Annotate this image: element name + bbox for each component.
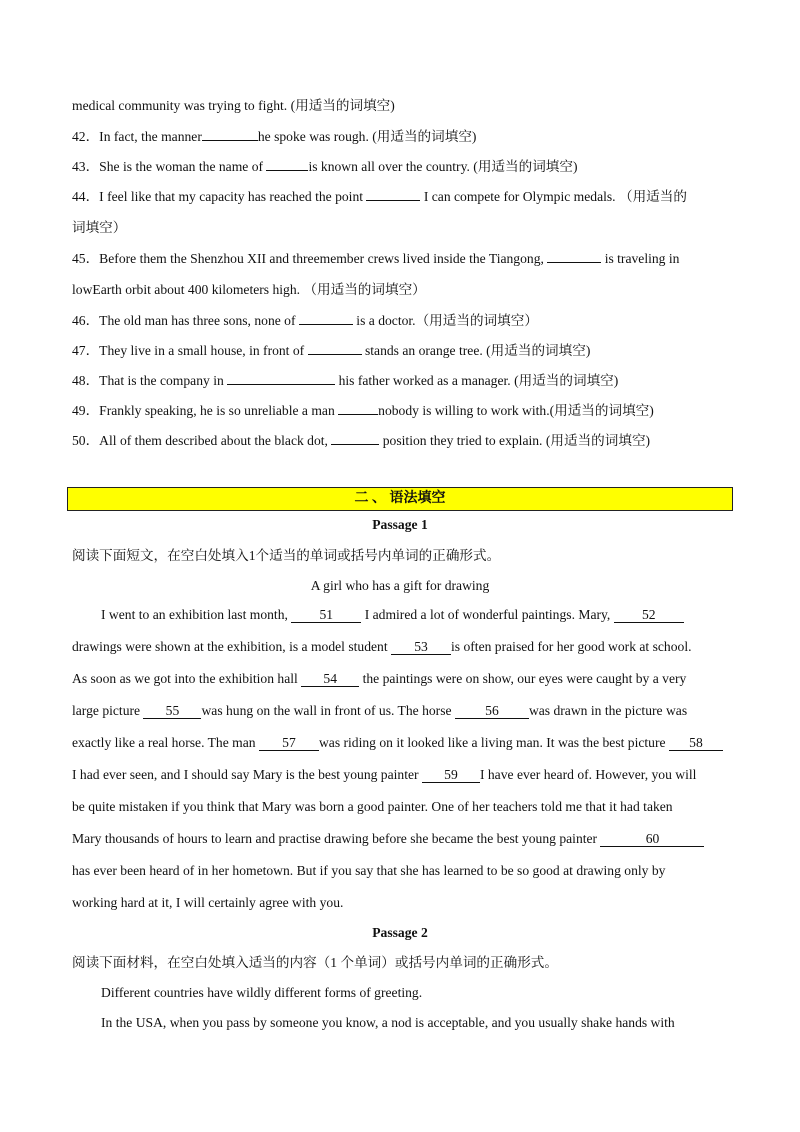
answer-blank-53[interactable]: 53 <box>391 639 451 655</box>
passage-1-line: be quite mistaken if you think that Mary was born a good painter. One of her teachers told me that it had taken <box>72 799 673 814</box>
question-48: 48．That is the company in his father worked as a manager. (用适当的词填空) <box>72 373 619 388</box>
passage-2-heading: Passage 2 <box>372 925 428 940</box>
passage-2-line: In the USA, when you pass by someone you know, a nod is acceptable, and you usually shake hands with <box>101 1015 675 1030</box>
passage-1-line: has ever been heard of in her hometown. But if you say that she has learned to be so good at drawing only by <box>72 863 666 878</box>
question-45: 45．Before them the Shenzhou XII and threemember crews lived inside the Tiangong, is traveling in <box>72 251 680 266</box>
passage-1-heading: Passage 1 <box>372 517 428 532</box>
section-banner: 二 、 语法填空 <box>67 487 733 511</box>
passage-1-line: large picture 55 was hung on the wall in front of us. The horse 56 was drawn in the picture was <box>72 703 688 718</box>
question-41-tail: medical community was trying to fight. (用适当的词填空) <box>72 98 395 113</box>
question-47: 47．They live in a small house, in front of stands an orange tree. (用适当的词填空) <box>72 343 591 358</box>
answer-blank[interactable] <box>299 324 353 325</box>
answer-blank[interactable] <box>202 140 258 141</box>
question-45-cont: lowEarth orbit about 400 kilometers high. （用适当的词填空） <box>72 282 426 297</box>
answer-blank[interactable] <box>266 170 308 171</box>
answer-blank[interactable] <box>366 200 420 201</box>
question-43: 43．She is the woman the name of is known all over the country. (用适当的词填空) <box>72 159 578 174</box>
passage-1-line: I had ever seen, and I should say Mary is the best young painter 59 I have ever heard of. However, you will <box>72 767 697 782</box>
passage-1-line: exactly like a real horse. The man 57 was riding on it looked like a living man. It was the best picture 58 <box>72 733 723 753</box>
answer-blank-59[interactable]: 59 <box>422 767 480 783</box>
passage-1-title: A girl who has a gift for drawing <box>310 578 490 593</box>
question-46: 46．The old man has three sons, none of is a doctor.（用适当的词填空） <box>72 313 538 328</box>
question-50: 50．All of them described about the black dot, position they tried to explain. (用适当的词填空) <box>72 433 651 448</box>
answer-blank-57[interactable]: 57 <box>259 735 319 751</box>
passage-1-instruction: 阅读下面短文，在空白处填入1个适当的单词或括号内单词的正确形式。 <box>72 548 501 563</box>
passage-1-line: Mary thousands of hours to learn and practise drawing before she became the best young painter 60 <box>72 829 704 849</box>
answer-blank[interactable] <box>331 444 379 445</box>
question-42: 42．In fact, the manner he spoke was rough. (用适当的词填空) <box>72 129 477 144</box>
answer-blank-54[interactable]: 54 <box>301 671 359 687</box>
answer-blank-56[interactable]: 56 <box>455 703 529 719</box>
passage-1-line: I went to an exhibition last month, 51 I admired a lot of wonderful paintings. Mary, 52 <box>101 605 684 625</box>
passage-2-line: Different countries have wildly different forms of greeting. <box>101 985 423 1000</box>
answer-blank[interactable] <box>547 262 601 263</box>
passage-2-instruction: 阅读下面材料，在空白处填入适当的内容（1 个单词）或括号内单词的正确形式。 <box>72 955 558 970</box>
answer-blank-52[interactable]: 52 <box>614 607 684 623</box>
question-49: 49．Frankly speaking, he is so unreliable a man nobody is willing to work with.(用适当的词填空) <box>72 403 654 418</box>
answer-blank-60[interactable]: 60 <box>600 831 704 847</box>
answer-blank-51[interactable]: 51 <box>291 607 361 623</box>
answer-blank[interactable] <box>227 384 335 385</box>
answer-blank-55[interactable]: 55 <box>143 703 201 719</box>
question-44-cont: 词填空） <box>72 220 127 235</box>
passage-1-line: As soon as we got into the exhibition hall 54 the paintings were on show, our eyes were caught by a very <box>72 671 687 686</box>
answer-blank[interactable] <box>308 354 362 355</box>
answer-blank[interactable] <box>338 414 378 415</box>
question-44: 44．I feel like that my capacity has reached the point I can compete for Olympic medals. （用适当的 <box>72 189 687 204</box>
passage-1-line: drawings were shown at the exhibition, is a model student 53 is often praised for her good work at school. <box>72 639 692 654</box>
passage-1-line: working hard at it, I will certainly agree with you. <box>72 895 344 910</box>
answer-blank-58[interactable]: 58 <box>669 735 723 751</box>
